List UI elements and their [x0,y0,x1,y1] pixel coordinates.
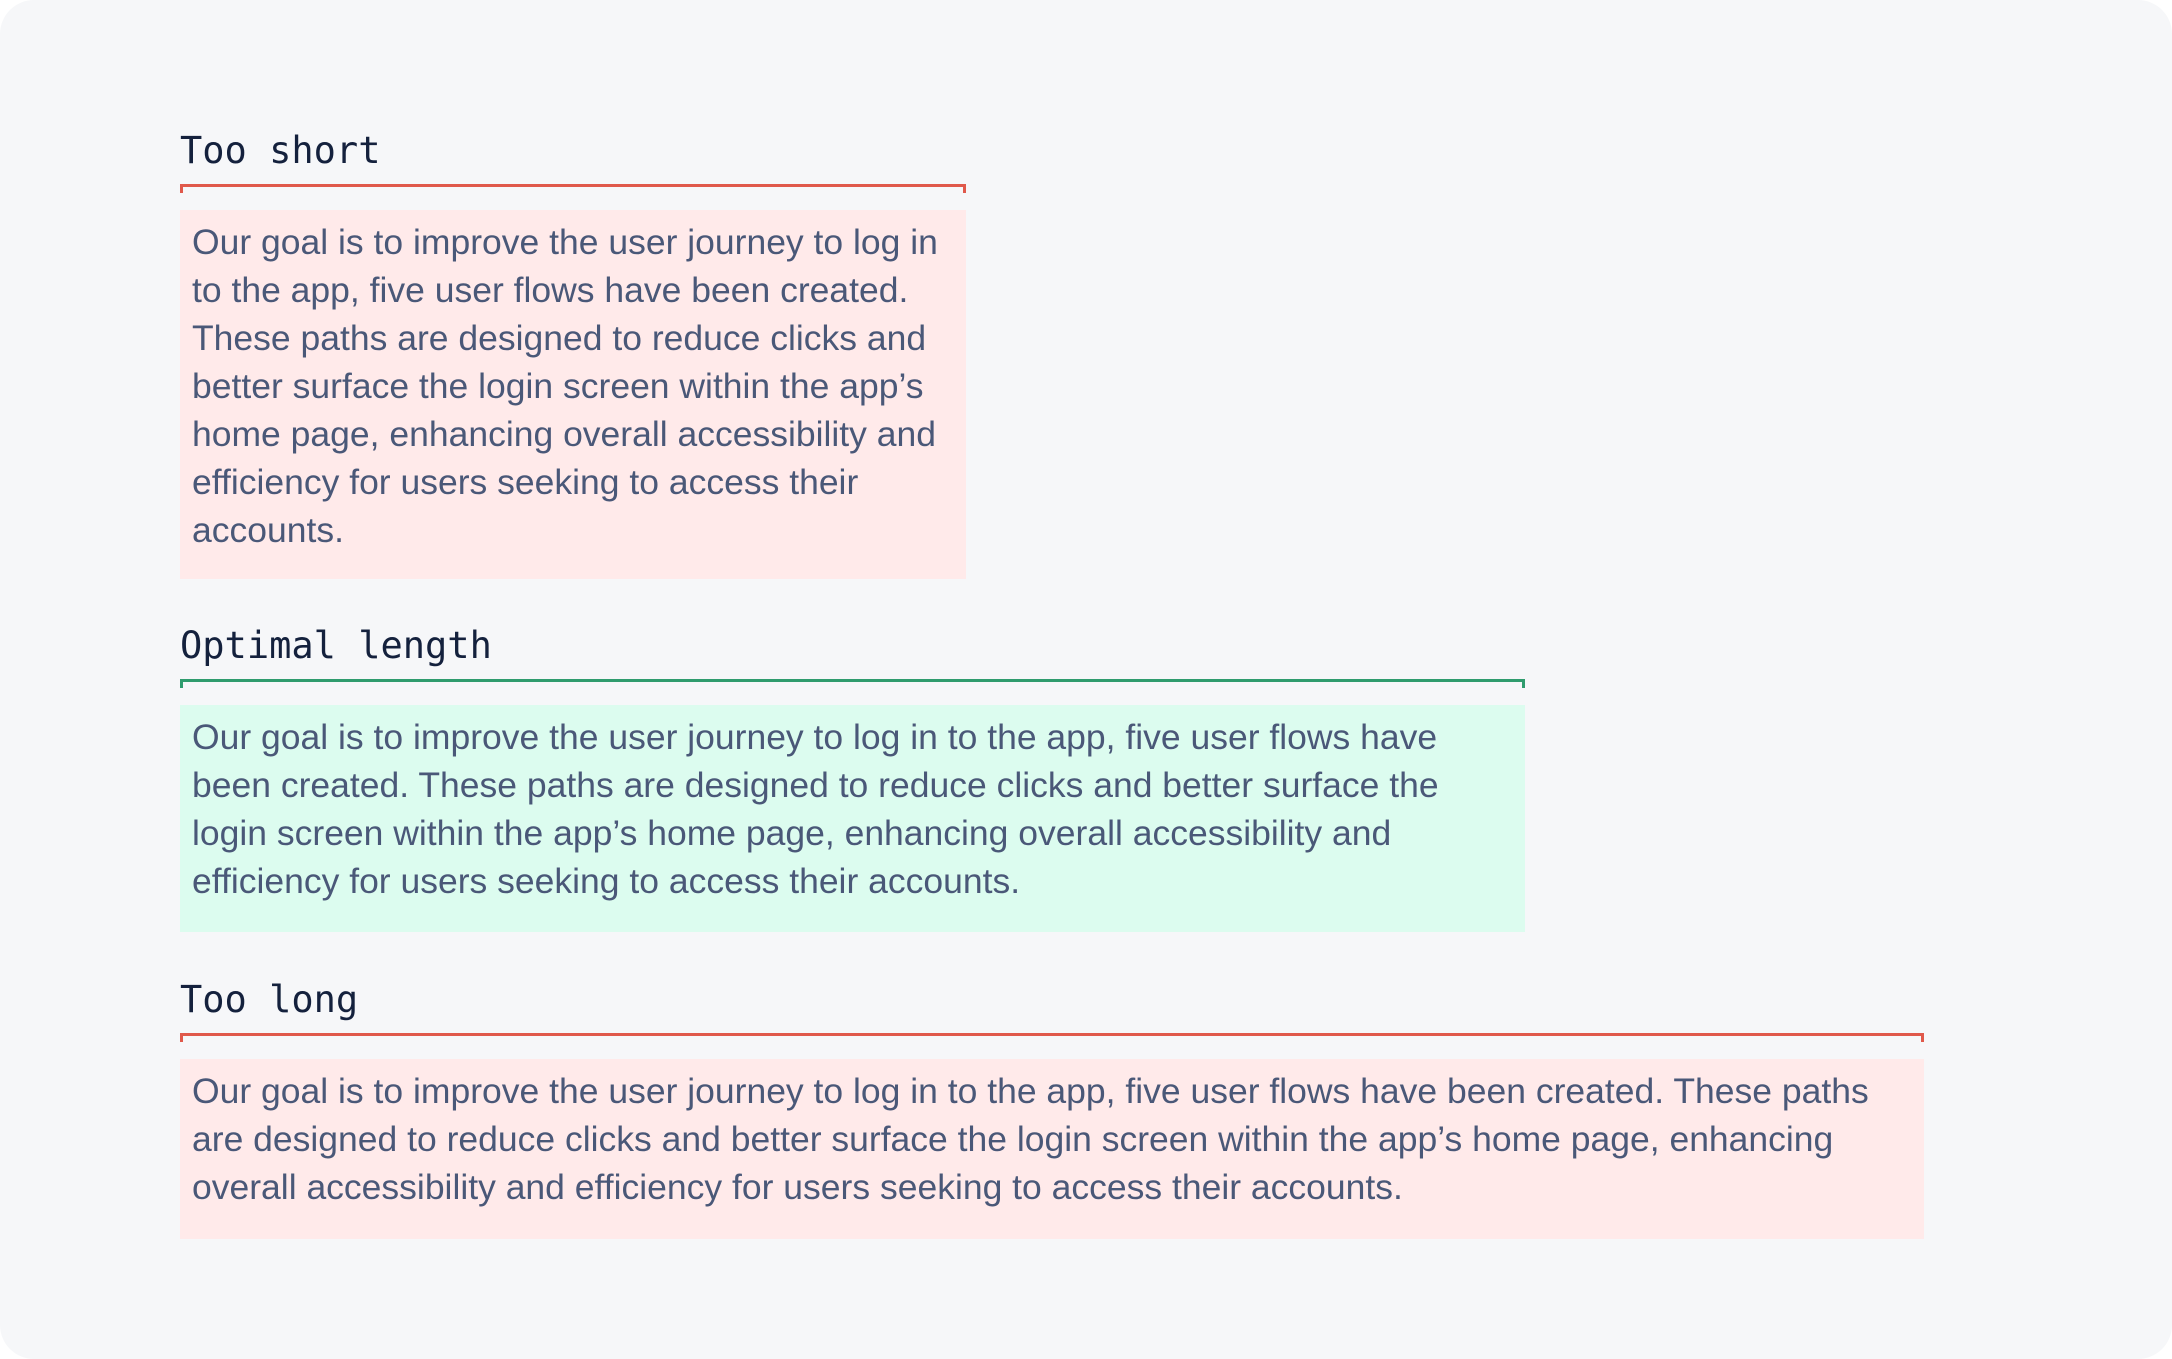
example-too-short [180,124,966,579]
width-bracket-too-short [180,184,966,193]
example-optimal-length [180,619,1525,932]
width-bracket-optimal-length [180,679,1525,688]
sample-paragraph-optimal-length: Our goal is to improve the user journey to log in to the app, five user flows have been created. These paths are designed to reduce clicks and better surface the login screen within the app’s home page, enhancing overall accessibility and efficiency for users seeking to access their accounts. [192,717,1439,901]
text-sample-optimal-length [180,705,1525,932]
width-bracket-too-long [180,1033,1924,1042]
example-label-too-long: Too long [180,978,359,1021]
text-sample-too-short [180,210,966,579]
example-label-optimal-length: Optimal length [180,624,492,667]
example-too-long [180,973,1924,1239]
example-label-too-short: Too short [180,129,381,172]
sample-paragraph-too-long: Our goal is to improve the user journey to log in to the app, five user flows have been created. These paths are designed to reduce clicks and better surface the login screen within the app’s home page, enhancing overall accessibility and efficiency for users seeking to access their accounts. [192,1071,1869,1207]
text-sample-too-long [180,1059,1924,1239]
sample-paragraph-too-short: Our goal is to improve the user journey to log in to the app, five user flows have been created. These paths are designed to reduce clicks and better surface the login screen within the app’s home page, enhancing overall accessibility and efficiency for users seeking to access their accounts. [192,222,938,550]
